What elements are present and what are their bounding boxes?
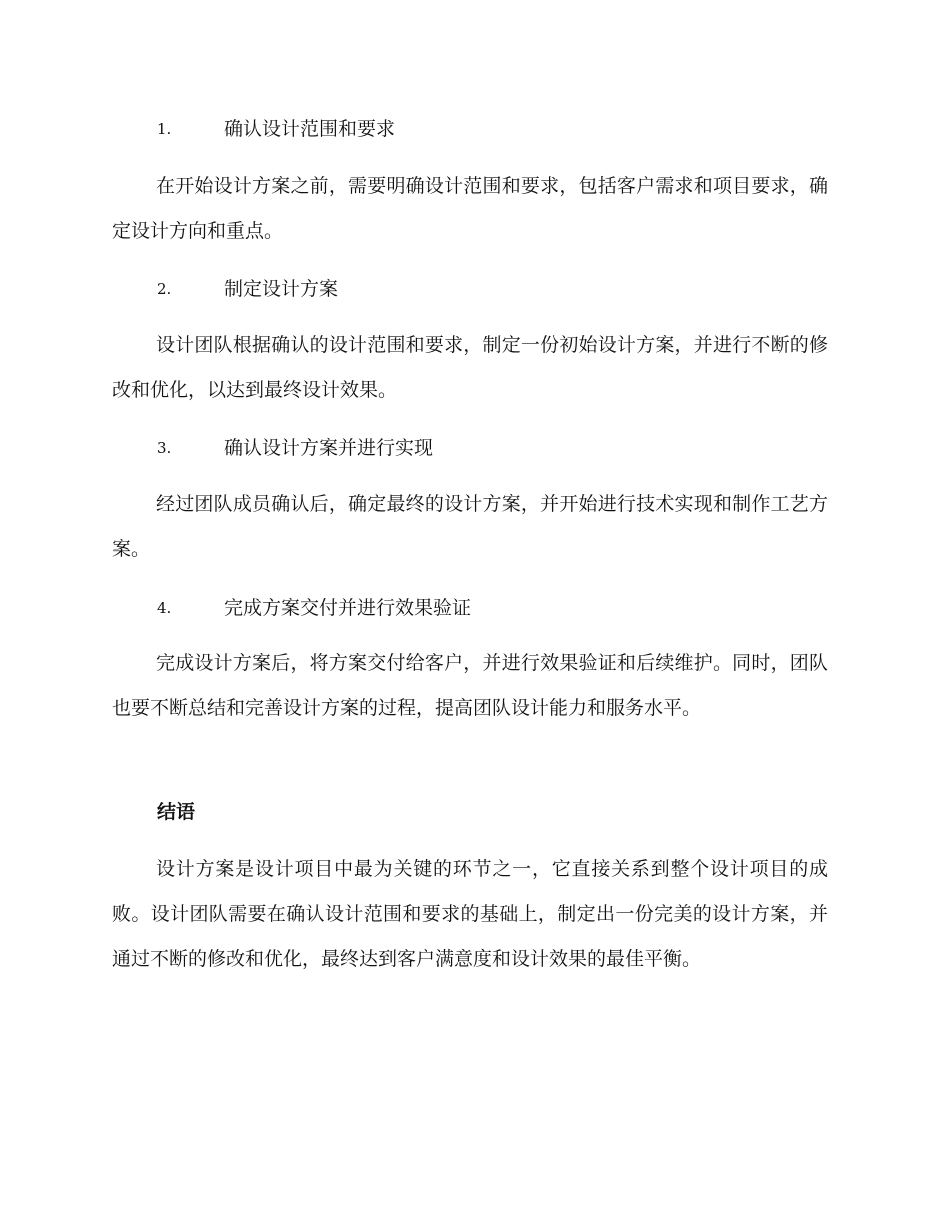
section-heading-3 bbox=[0, 432, 950, 464]
conclusion-heading: 结语 bbox=[157, 801, 196, 823]
section-title: 制定设计方案 bbox=[224, 278, 339, 300]
section-title: 完成方案交付并进行效果验证 bbox=[224, 597, 472, 619]
section-number: 2. bbox=[157, 280, 172, 298]
section-heading-2 bbox=[0, 273, 950, 305]
section-heading-4 bbox=[0, 592, 950, 624]
section-title: 确认设计方案并进行实现 bbox=[224, 437, 434, 459]
section-paragraph-4: 完成设计方案后，将方案交付给客户，并进行效果验证和后续维护。同时，团队也要不断总结和完善设计方案的过程，提高团队设计能力和服务水平。 bbox=[112, 652, 828, 719]
section-number: 4. bbox=[157, 599, 172, 617]
section-paragraph-2: 设计团队根据确认的设计范围和要求，制定一份初始设计方案，并进行不断的修改和优化，以达到最终设计效果。 bbox=[112, 334, 828, 401]
section-heading-1 bbox=[0, 113, 950, 145]
section-paragraph-1: 在开始设计方案之前，需要明确设计范围和要求，包括客户需求和项目要求，确定设计方向和重点。 bbox=[112, 175, 828, 242]
section-number: 1. bbox=[157, 120, 172, 138]
section-number: 3. bbox=[157, 439, 172, 457]
conclusion-paragraph: 设计方案是设计项目中最为关键的环节之一，它直接关系到整个设计项目的成败。设计团队需要在确认设计范围和要求的基础上，制定出一份完美的设计方案，并通过不断的修改和优化，最终达到客户满意度和设计效果的最佳平衡。 bbox=[112, 858, 828, 970]
section-title: 确认设计范围和要求 bbox=[224, 118, 396, 140]
section-paragraph-3: 经过团队成员确认后，确定最终的设计方案，并开始进行技术实现和制作工艺方案。 bbox=[112, 493, 828, 560]
